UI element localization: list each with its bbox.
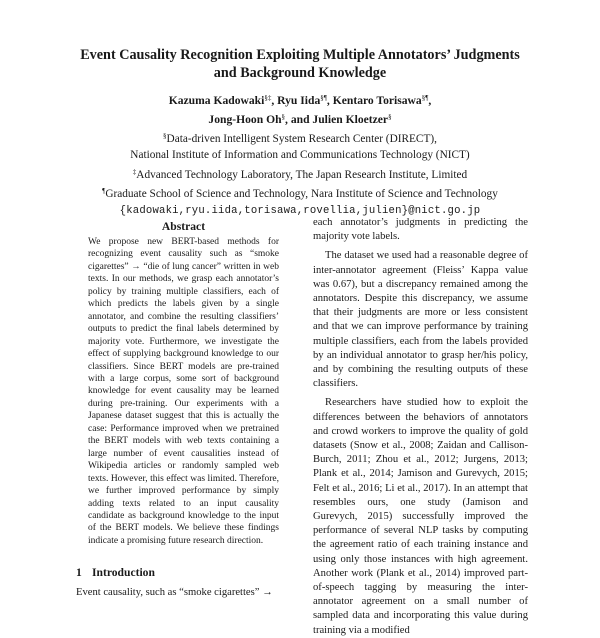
author-affiliation-mark: §¶ <box>320 94 327 102</box>
abstract-heading: Abstract <box>161 220 206 233</box>
abstract-text: We propose new BERT-based methods for recognizing event causality such as “smoke cigarettes” → “die of lung cancer” written in web texts. In our methods, we grasp each annotator’s policy by training multiple classifiers, each of which predicts the labels given by a single annotator, and combine the resulting classifiers’ outputs to predict the final labels determined by majority vote. Furthermore, we investigate the effect of supplying background knowledge to our classifiers. Since BERT models are pre-trained with a large corpus, some sort of background knowledge for event causality may be learned during pre-training. Our experiments with a Japanese dataset suggest that this is actually the case: Performance improved when we pretrained the BERT models with web texts containing a large number of event causalities instead of Wikipedia articles or randomly sampled web texts. However, this effect was limited. Therefore, we further improved performance by simply adding texts related to an input causality candidate as background knowledge to the input of the BERT models. We believe these findings indicate a promising future research direction. <box>88 237 279 546</box>
author-list <box>60 90 540 128</box>
author-name: , Ryu Iida <box>271 94 321 107</box>
affiliation-mark: ‡ <box>132 167 137 176</box>
section-number: 1 <box>76 566 82 579</box>
author-name: Jong-Hoon Oh <box>208 113 282 126</box>
section-heading-introduction <box>76 566 155 579</box>
author-affiliation-mark: §‡ <box>264 94 272 102</box>
affiliation-text: Graduate School of Science and Technology, Nara Institute of Science and Technology <box>105 188 498 201</box>
affiliation-text: Advanced Technology Laboratory, The Japan Research Institute, Limited <box>136 168 468 181</box>
affiliation-1b: National Institute of Information and Communications Technology (NICT) <box>130 149 470 162</box>
author-emails[interactable]: {kadowaki,ryu.iida,torisawa,rovellia,julien}@nict.go.jp <box>119 204 481 217</box>
affiliation-2 <box>50 164 550 183</box>
section-title: Introduction <box>92 566 155 579</box>
author-name: , and Julien Kloetzer <box>285 113 389 126</box>
affiliation-mark: § <box>163 132 167 140</box>
introduction-text: Event causality, such as “smoke cigarettes” → <box>76 587 273 598</box>
affiliation-text: Data-driven Intelligent System Research Center (DIRECT), <box>166 133 437 145</box>
authors-line-1 <box>60 90 540 109</box>
paper-title <box>60 46 540 82</box>
author-affiliation-mark: § <box>281 113 286 121</box>
author-name: Kazuma Kadowaki <box>168 94 265 107</box>
title-line-2: and Background Knowledge <box>213 65 387 81</box>
affiliation-1 <box>50 128 550 147</box>
right-column-text <box>313 216 528 638</box>
affiliation-3 <box>50 183 550 202</box>
paragraph: Researchers have studied how to exploit the differences between the behaviors of annotators and crowd workers to improve the quality of gold datasets (Snow et al., 2008; Zaidan and Callison-Burch, 2011; Zhou et al., 2012; Jurgens, 2013; Plank et al., 2014; Jamison and Gurevych, 2015; Felt et al., 2016; Li et al., 2017). In an attempt that resembles ours, one study (Jamison and Gurevych, 2015) successfully improved the performance of several NLP tasks by computing the agreement ratio of each training instance and using only those instances with high agreement. Another work (Plank et al., 2014) improved part-of-speech tagging by measuring the inter-annotator agreement on a small number of sampled data and incorporating this value during training via a modified <box>313 397 528 636</box>
author-separator: , <box>428 94 432 107</box>
affiliation-mark: ¶ <box>102 187 106 196</box>
paragraph: each annotator’s judgments in predicting the majority vote labels. <box>313 217 528 243</box>
author-affiliation-mark: § <box>388 113 392 121</box>
author-name: , Kentaro Torisawa <box>326 94 422 107</box>
author-affiliation-mark: §¶ <box>421 94 429 102</box>
title-line-1: Event Causality Recognition Exploiting Multiple Annotators’ Judgments <box>80 47 520 63</box>
authors-line-2 <box>60 109 540 128</box>
affiliations <box>50 128 550 219</box>
paragraph: The dataset we used had a reasonable degree of inter-annotator agreement (Fleiss’ Kappa value was 0.67), but a discrepancy remained among the annotators. Despite this discrepancy, we assume that their judgments are more or less consistent and that we can improve performance by training multiple classifiers, each from the labels provided by an individual annotator to grasp her/his policy, and by combining the resulting outputs of these classifiers. <box>313 250 528 390</box>
